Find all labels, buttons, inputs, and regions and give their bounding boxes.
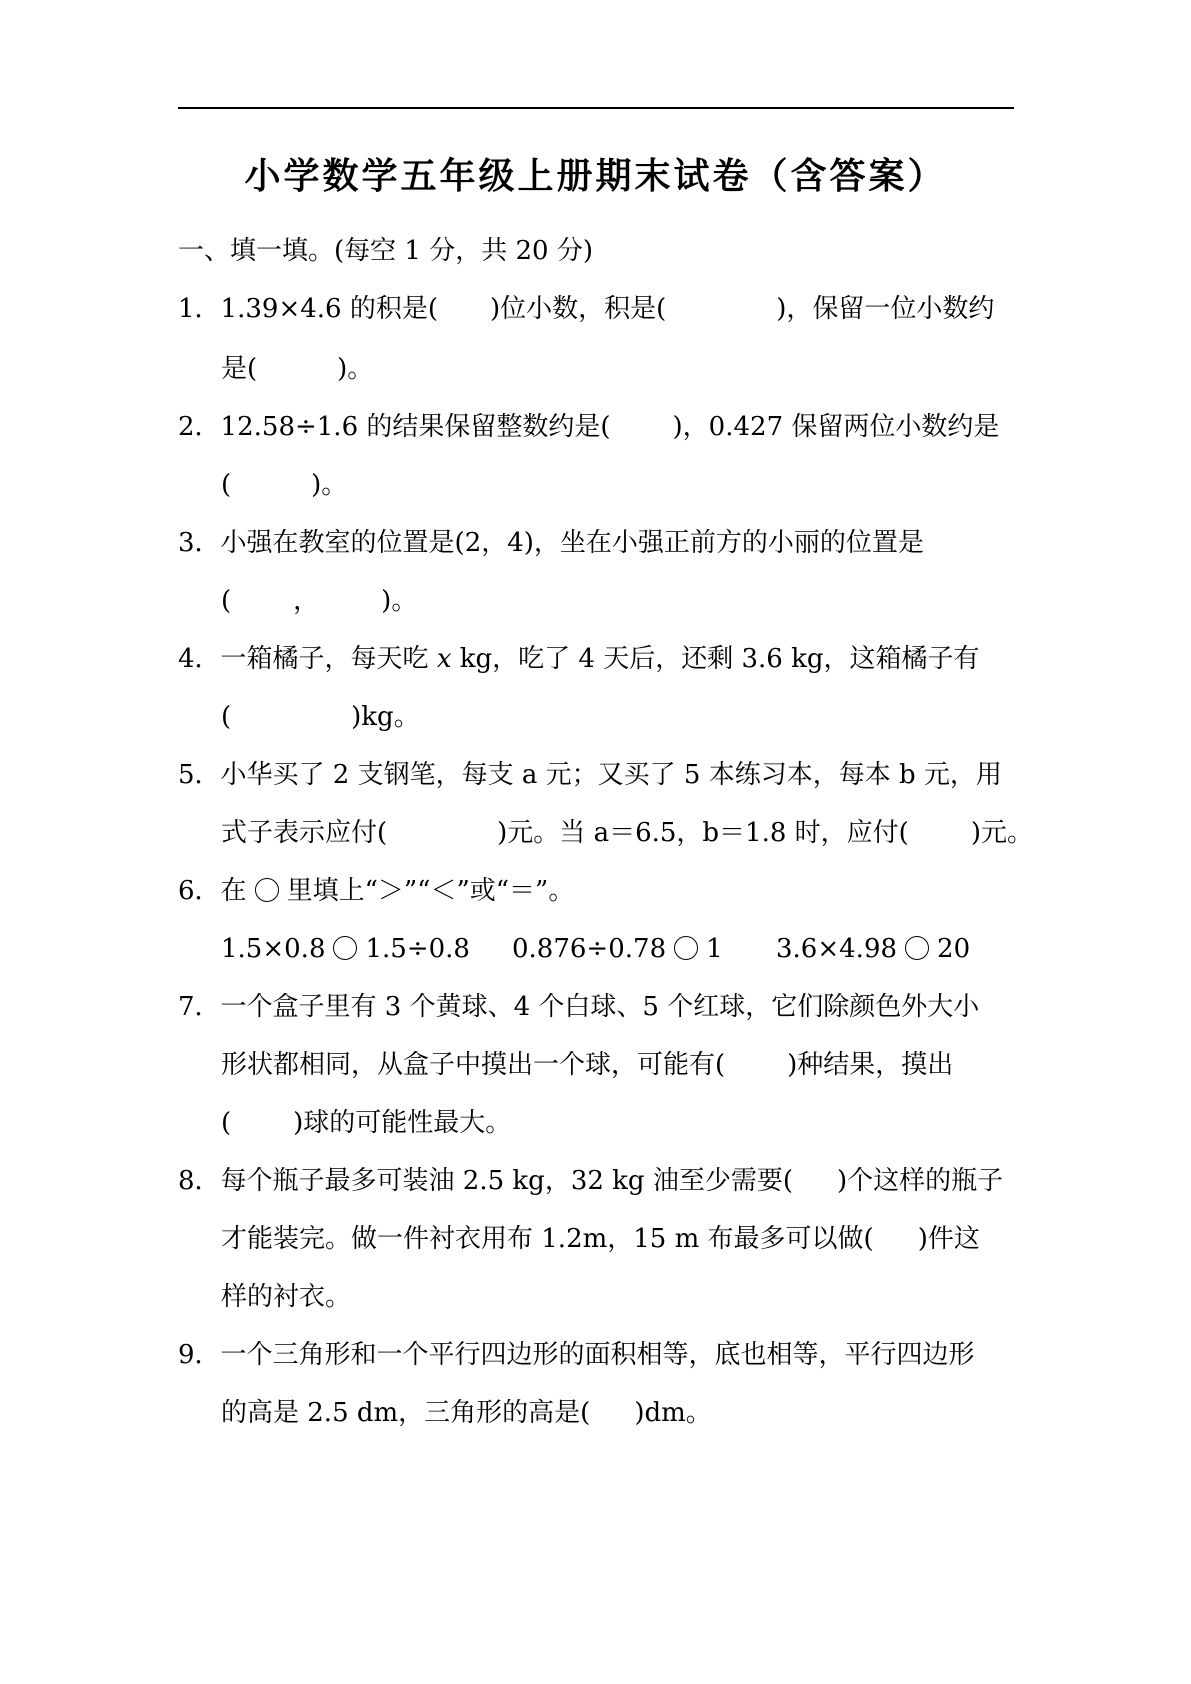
question-6: 6．在 里填上“＞”“＜”或“＝”。 — [178, 876, 575, 906]
q4-line1: 4．一箱橘子，每天吃 x kg，吃了 4 天后，还剩 3.6 kg，这箱橘子有 — [178, 644, 980, 674]
q3-line1: 3．小强在教室的位置是(2，4)，坐在小强正前方的小丽的位置是 — [178, 528, 924, 558]
q2-line1: 2．12.58÷1.6 的结果保留整数约是( )，0.427 保留两位小数约是 — [178, 412, 1000, 442]
question-3 — [178, 526, 1014, 560]
q7-line2: 形状都相同，从盒子中摸出一个球，可能有( )种结果，摸出 — [221, 1050, 954, 1080]
question-9 — [178, 1338, 1014, 1372]
page-title: 小学数学五年级上册期末试卷（含答案） — [244, 156, 947, 197]
q8-line2: 才能装完。做一件衬衣用布 1.2m，15 m 布最多可以做( )件这 — [221, 1224, 980, 1254]
circle-blank-icon — [255, 878, 279, 902]
q8-line1: 8．每个瓶子最多可装油 2.5 kg，32 kg 油至少需要( )个这样的瓶子 — [178, 1166, 1004, 1196]
q8-line3: 样的衬衣。 — [221, 1282, 352, 1312]
question-2 — [178, 410, 1014, 444]
circle-blank-icon — [333, 936, 357, 960]
q9-line2: 的高是 2.5 dm，三角形的高是( )dm。 — [221, 1398, 712, 1428]
q7-line3: ( )球的可能性最大。 — [221, 1108, 512, 1138]
question-1 — [178, 292, 1014, 326]
header-rule — [178, 107, 1014, 109]
circle-blank-icon — [905, 936, 929, 960]
circle-blank-icon — [674, 936, 698, 960]
q6-compare-2: 0.876÷0.78 1 — [512, 934, 723, 964]
q6-compare-3: 3.6×4.98 20 — [776, 934, 971, 964]
q5-line1: 5．小华买了 2 支钢笔，每支 a 元；又买了 5 本练习本，每本 b 元，用 — [178, 760, 1002, 790]
q1-line1: 1．1.39×4.6 的积是( )位小数，积是( )，保留一位小数约 — [178, 294, 995, 324]
q5-line2: 式子表示应付( )元。当 a＝6.5，b＝1.8 时，应付( )元。 — [221, 818, 1033, 848]
q4-line2: ( )kg。 — [221, 702, 420, 732]
question-4 — [178, 642, 1014, 676]
question-7 — [178, 990, 1014, 1024]
question-8 — [178, 1164, 1014, 1198]
q7-line1: 7．一个盒子里有 3 个黄球、4 个白球、5 个红球，它们除颜色外大小 — [178, 992, 980, 1022]
q3-line2: ( ， )。 — [221, 586, 418, 616]
q6-compare-1: 1.5×0.8 1.5÷0.8 — [221, 934, 470, 964]
q1-line2: 是( )。 — [221, 354, 374, 384]
q9-line1: 9．一个三角形和一个平行四边形的面积相等，底也相等，平行四边形 — [178, 1340, 975, 1370]
question-5 — [178, 758, 1014, 792]
section-heading: 一、填一填。(每空 1 分，共 20 分) — [178, 236, 593, 266]
q2-line2: ( )。 — [221, 470, 348, 500]
